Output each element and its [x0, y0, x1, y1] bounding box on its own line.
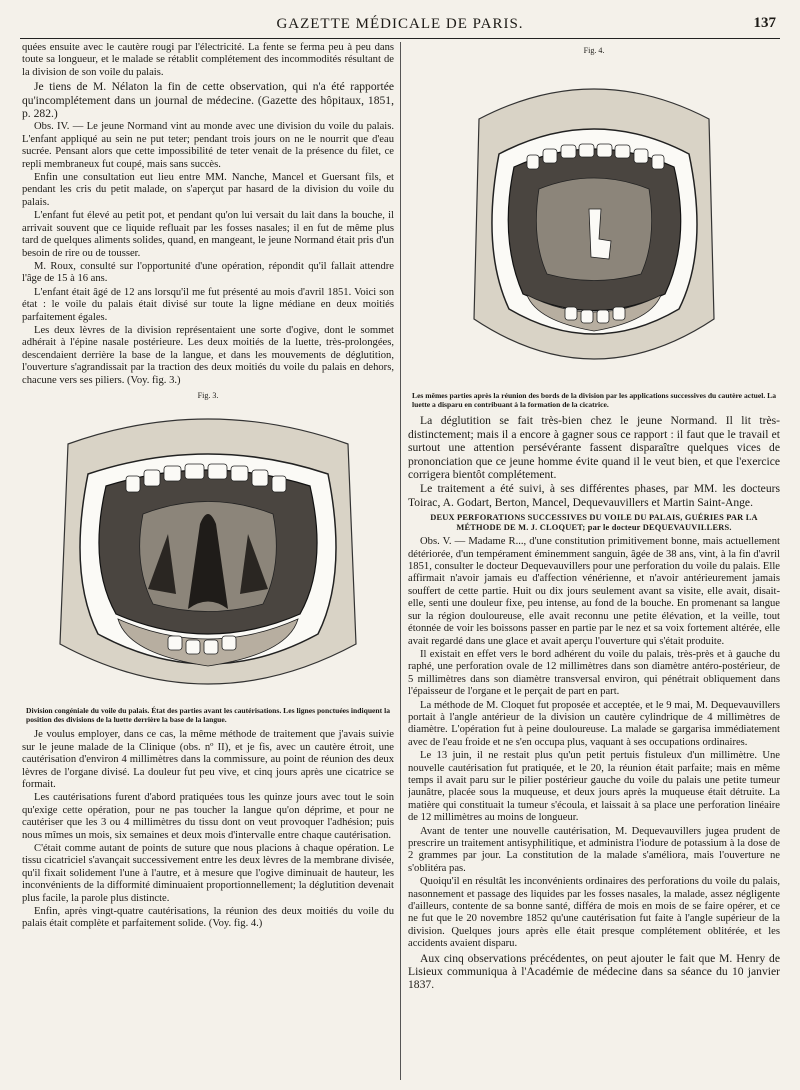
- paragraph-traitement: Le traitement a été suivi, à ses différentes phases, par MM. les docteurs Toirac, A. Godart, Berton, Mancel, Dequevauvillers et Martin Saint-Ange.: [408, 482, 780, 509]
- paragraph-existait: Il existait en effet vers le bord adhérent du voile du palais, très-près et à gauche du raphé, une perforation ovale de 12 millimètres dans son diamètre antéro-postérieur, de 5 millimètres dans son diamètre transversal environ, qui pénétrait obliquement dans l'épaisseur de l'organe et le perçait de part en part.: [408, 648, 780, 698]
- paragraph-methode-cloquet: La méthode de M. Cloquet fut proposée et acceptée, et le 9 mai, M. Dequevauvillers portait à l'angle antérieur de la division un cautère cylindrique de 4 millimètres de diamètre. L'opération fut à peine douloureuse. La malade se gargarisa immédiatement avec de l'eau froide et ne s'en occupa plus, vaquant à ses occupations ordinaires.: [408, 699, 780, 748]
- paragraph-avant: Avant de tenter une nouvelle cautérisation, M. Dequevauvillers jugea prudent de prescrire un traitement antisyphilitique, et administra l'iodure de potassium à la dose de 2 grammes par jour. La constitution de la malade s'améliora, mais l'ouverture ne s'oblitéra pas.: [408, 825, 780, 874]
- paragraph-continuation: quées ensuite avec le cautère rougi par l'électricité. La fente se ferma peu à peu dans toute sa longueur, et le malade se rétablit complétement des incommodités résultant de la division de son voile du palais.: [22, 42, 394, 78]
- paragraph-levres: Les deux lèvres de la division représentaient une sorte d'ogive, dont le sommet adhérait à l'épine nasale postérieure. Les deux moitiés de la luette, très-prolongées, descendaient derrière la base de la langue, et dans les mouvements de déglutition, l'ouverture s'agrandissait par la traction des deux moitiés du voile du palais en dehors, chacune vers ses piliers. (Voy. fig. 3.): [22, 324, 394, 386]
- section-heading: DEUX PERFORATIONS SUCCESSIVES DU VOILE DU PALAIS, GUÉRIES PAR LA MÉTHODE DE M. J. CLOQUET; par le docteur DEQUEVAUVILLERS.: [430, 513, 758, 533]
- paragraph-deglutition: La déglutition se fait très-bien chez le jeune Normand. Il lit très-distinctement; mais il a encore à gagner sous ce rapport : il faut que le travail et surtout une attention persévérante fassent disparaître quelques vices de prononciation que ce jeune homme évite quand il le veut bien, et que l'exercice corrigera bientôt complétement.: [408, 414, 780, 482]
- figure-4-illustration: [469, 59, 719, 389]
- page-header: [20, 12, 780, 39]
- paragraph-13-juin: Le 13 juin, il ne restait plus qu'un petit pertuis fistuleux d'un millimètre. Une nouvelle cautérisation fut pratiquée, et le 20, la réunion était parfaite; mais en même temps il avait paru sur le pilier postérieur gauche du voile du palais une petite tumeur jaunâtre, placée sous la muqueuse, et deux jours après la muqueuse était détruite. La matière qui constituait la tumeur s'écoula, et laissait à sa place une perforation linéaire de 12 millimètres au moins de longueur.: [408, 750, 780, 824]
- paragraph-enfin: Enfin, après vingt-quatre cautérisations, la réunion des deux moitiés du voile du palais était complète et parfaitement solide. (Voy. fig. 4.): [22, 906, 394, 930]
- paragraph-age: L'enfant était âgé de 12 ans lorsqu'il me fut présenté au mois d'avril 1851. Voici son état : le voile du palais était divisé sur toute la ligne médiane en deux moitiés parfaitement égales.: [22, 286, 394, 323]
- column-divider: [400, 42, 401, 1080]
- paragraph-roux: M. Roux, consulté sur l'opportunité d'une opération, répondit qu'il fallait attendre l'âge de 15 à 16 ans.: [22, 260, 394, 285]
- figure-3-label: Fig. 3.: [197, 390, 219, 400]
- paragraph-obs-5: Obs. V. — Madame R..., d'une constitution primitivement bonne, mais actuellement détériorée, d'un tempérament éminemment sanguin, âgée de 38 ans, vint, à la fin d'avril 1851, consulter le docteur Dequevauvillers pour une perforation du voile du palais. Elle affirmait n'avoir jamais eu d'affection vénérienne, et n'avoir antérieurement jamais souffert de cette partie. Huit ou dix jours seulement avant sa visite, elle avait, disait-elle, senti une douleur fixe, peu intense, au fond de la bouche. En promenant sa langue sur la région douloureuse, elle avait reconnu une petite élévation, et la veille, tout étonnée de voir les boissons passer en partie par le nez et sa voix fortement altérée, elle avait regardé dans une glace et avait aperçu l'ouverture qui s'était produite.: [408, 536, 780, 647]
- paragraph-cauterisations: Les cautérisations furent d'abord pratiquées tous les quinze jours avec tout le soin qu'exige cette opération, pour ne pas toucher la langue qu'on déprime, et pour ne cautériser que les 3 ou 4 millimètres du tissu dont on veut provoquer l'adhésion; puis nous mîmes un mois, six semaines et deux mois d'intervalle entre chaque cautérisation.: [22, 792, 394, 841]
- paragraph-enfant-eleve: L'enfant fut élevé au petit pot, et pendant qu'on lui versait du lait dans la bouche, il arrivait souvent que ce liquide refluait par les fosses nasales; il en fut de même plus tard de quelques aliments solides, quand, en mangeant, le jeune Normand était pris d'un besoin de rire ou de tousser.: [22, 210, 394, 259]
- paragraph-voulus: Je voulus employer, dans ce cas, la même méthode de traitement que j'avais suivie sur le jeune malade de la Clinique (obs. nº II), et je fis, avec un cautère étroit, une cautérisation d'environ 4 millimètres dans la commissure, au point de réunion des deux lèvres de l'organe divisé. La douleur fut peu vive, et cinq jours après une cicatrice se formait.: [22, 729, 394, 790]
- figure-4: [408, 59, 780, 389]
- figure-4-caption: Les mêmes parties après la réunion des bords de la division par les applications successives du cautère actuel. La luette a disparu en contribuant à la formation de la cicatrice.: [412, 391, 777, 410]
- right-column: [408, 42, 780, 1082]
- paragraph-obs-4: Obs. IV. — Le jeune Normand vint au monde avec une division du voile du palais. L'enfant appliqué au sein ne put teter; pendant trois jours on ne le nourrit que d'eau sucrée. Pensant alors que cette impossibilité de teter venait de la présence du filet, ce repli membraneux fut coupé, mais sans succès.: [22, 121, 394, 170]
- paragraph-nelaton: Je tiens de M. Nélaton la fin de cette observation, qui n'a été rapportée qu'incomplétement dans un journal de médecine. (Gazette des hôpitaux, 1851, p. 282.): [22, 80, 394, 121]
- paragraph-points-suture: C'était comme autant de points de suture que nous placions à chaque opération. Le tissu cicatriciel s'avançait successivement entre les deux lèvres de la membrane divisée, qu'il fixait solidement l'une à l'autre, et à mesure que l'ogive diminuait de hauteur, les inconvénients de la difformité diminuaient proportionnellement; la déglutition devenait plus facile, la parole plus distincte.: [22, 843, 394, 904]
- figure-3-caption: Division congéniale du voile du palais. État des parties avant les cautérisations. Les lignes ponctuées indiquent la position des divisions de la luette derrière la base de la langue.: [26, 706, 390, 725]
- page-number: 137: [753, 15, 776, 31]
- figure-4-label: Fig. 4.: [583, 46, 605, 55]
- paragraph-quoiqu: Quoiqu'il en résultât les inconvénients ordinaires des perforations du voile du palais, nasonnement et passage des liquides par les fosses nasales, la malade, assez négligente d'ailleurs, contente de sa bonne santé, différa de mois en mois de se faire opérer, et ce ne fut que le 20 novembre 1852 qu'une cautérisation fut faite à l'angle supérieur de la division. Quelques jours après elle était presque complétement oblitérée, et les accidents avaient disparu.: [408, 876, 780, 950]
- figure-3-illustration: [48, 404, 368, 704]
- journal-title: GAZETTE MÉDICALE DE PARIS.: [276, 16, 524, 32]
- paragraph-aux-cinq: Aux cinq observations précédentes, on peut ajouter le fait que M. Henry de Lisieux communiqua à l'Académie de médecine dans sa séance du 10 janvier 1837.: [408, 951, 780, 992]
- paragraph-consultation: Enfin une consultation eut lieu entre MM. Nanche, Mancel et Guersant fils, et pendant les cris du petit malade, on s'aperçut par hasard de la division du voile du palais.: [22, 172, 394, 208]
- figure-3: [22, 404, 394, 704]
- left-column: [22, 42, 394, 1082]
